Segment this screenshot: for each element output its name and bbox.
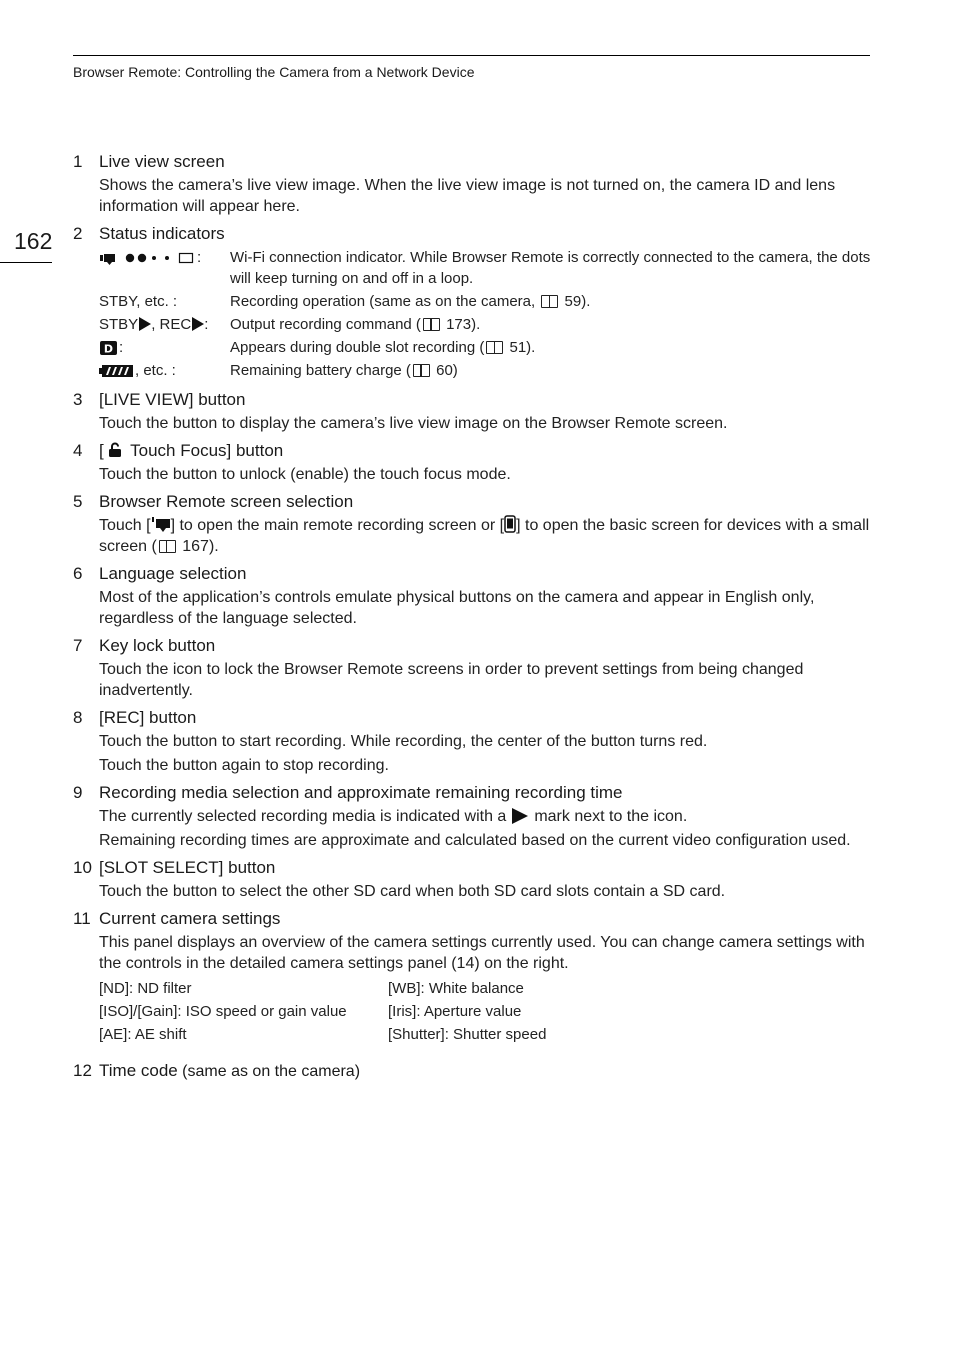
indicator-label: : <box>204 316 209 333</box>
settings-legend-entry: [AE]: AE shift <box>99 1026 187 1043</box>
item-description: Remaining recording times are approximate and calculated based on the current video configuration used. <box>99 832 851 849</box>
list-item <box>73 857 873 902</box>
unlock-icon <box>107 442 123 458</box>
header-rule <box>73 55 870 56</box>
item-description: Most of the application’s controls emulate physical buttons on the camera and appear in English only, regardless of the language selected. <box>99 589 815 627</box>
page-reference: 167). <box>177 538 219 555</box>
camera-screen-icon <box>151 516 171 532</box>
book-icon <box>423 318 440 331</box>
settings-legend-entry: [ND]: ND filter <box>99 980 192 997</box>
item-number: 8 <box>73 708 83 727</box>
list-item <box>73 440 873 485</box>
page-reference: 173). <box>441 316 481 333</box>
list-item <box>73 1060 873 1083</box>
item-number: 1 <box>73 152 83 171</box>
selected-media-mark-icon <box>512 808 528 824</box>
svg-text:D: D <box>103 342 114 356</box>
battery-icon <box>99 364 135 378</box>
item-description: Touch the button again to stop recording. <box>99 757 389 774</box>
item-number: 10 <box>73 858 92 877</box>
item-description: Shows the camera’s live view image. When the live view image is not turned on, the camera ID and lens information will appear here. <box>99 177 836 215</box>
item-number: 2 <box>73 224 83 243</box>
item-description: Touch the button to unlock (enable) the touch focus mode. <box>99 466 511 483</box>
list-item <box>73 389 873 434</box>
item-number: 5 <box>73 492 83 511</box>
indicator-label: , etc. : <box>135 362 176 379</box>
item-description: Touch the button to display the camera’s live view image on the Browser Remote screen. <box>99 415 728 432</box>
item-title: Live view screen <box>99 152 225 171</box>
item-title: [SLOT SELECT] button <box>99 858 276 877</box>
item-number: 3 <box>73 390 83 409</box>
output-arrow-icon <box>192 317 204 331</box>
page-reference: 51). <box>505 339 536 356</box>
item-description: ] to open the main remote recording screen or [ <box>170 517 505 534</box>
settings-legend-entry: [ISO]/[Gain]: ISO speed or gain value <box>99 1003 347 1020</box>
list-item <box>73 782 873 851</box>
item-title: [LIVE VIEW] button <box>99 390 246 409</box>
running-header: Browser Remote: Controlling the Camera from a Network Device <box>73 64 475 80</box>
list-item <box>73 151 873 217</box>
indicator-row <box>99 337 873 358</box>
indicator-description: Remaining battery charge ( <box>230 362 411 379</box>
book-icon <box>159 540 176 553</box>
item-list <box>73 151 873 1089</box>
indicator-description: Recording operation (same as on the camera, <box>230 293 540 310</box>
item-description: The currently selected recording media is indicated with a <box>99 808 507 825</box>
item-title: Status indicators <box>99 224 225 243</box>
list-item <box>73 908 873 1046</box>
item-number: 11 <box>73 909 91 928</box>
indicator-label: STBY, etc. : <box>99 293 178 310</box>
list-item <box>73 563 873 629</box>
indicator-label: STBY <box>99 316 139 333</box>
list-item <box>73 707 873 776</box>
output-arrow-icon <box>139 317 151 331</box>
page-number-rule <box>0 262 52 263</box>
item-title: Recording media selection and approximate remaining recording time <box>99 783 623 802</box>
item-title: Language selection <box>99 564 247 583</box>
indicator-row <box>99 247 873 289</box>
item-title: Touch Focus] button <box>125 441 284 460</box>
item-title: [ <box>99 441 104 460</box>
item-description: Touch the icon to lock the Browser Remote screens in order to prevent settings from being changed inadvertently. <box>99 661 804 699</box>
indicator-label: , REC <box>151 316 192 333</box>
book-icon <box>541 295 558 308</box>
book-icon <box>413 364 430 377</box>
indicator-row <box>99 360 873 381</box>
indicator-description: Appears during double slot recording ( <box>230 339 485 356</box>
indicator-table <box>99 247 873 381</box>
double-slot-icon <box>99 340 119 356</box>
item-note: (same as on the camera) <box>177 1063 361 1080</box>
item-description: Touch [ <box>99 517 151 534</box>
page-reference: 59). <box>560 293 591 310</box>
book-icon <box>486 341 503 354</box>
item-description: This panel displays an overview of the camera settings currently used. You can change camera settings with the controls in the detailed camera settings panel (14) on the right. <box>99 934 865 972</box>
item-description: Touch the button to start recording. While recording, the center of the button turns red. <box>99 733 708 750</box>
indicator-label: : <box>119 339 124 356</box>
settings-legend-entry: [Shutter]: Shutter speed <box>388 1026 547 1043</box>
item-title: Time code <box>99 1061 178 1080</box>
page-reference: 60) <box>431 362 458 379</box>
item-number: 7 <box>73 636 83 655</box>
wifi-connection-icon <box>99 251 197 265</box>
item-description: Touch the button to select the other SD card when both SD card slots contain a SD card. <box>99 883 726 900</box>
list-item <box>73 635 873 701</box>
page-number: 162 <box>14 228 53 254</box>
settings-legend-entry: [Iris]: Aperture value <box>388 1003 522 1020</box>
item-title: Key lock button <box>99 636 216 655</box>
list-item <box>73 491 873 557</box>
item-number: 9 <box>73 783 83 802</box>
indicator-label: : <box>197 249 202 266</box>
item-number: 4 <box>73 441 83 460</box>
indicator-description: Output recording command ( <box>230 316 421 333</box>
indicator-row <box>99 314 873 335</box>
list-item <box>73 223 873 381</box>
smartphone-icon <box>504 515 516 533</box>
item-number: 12 <box>73 1061 92 1080</box>
item-title: [REC] button <box>99 708 197 727</box>
indicator-description: Wi-Fi connection indicator. While Browser Remote is correctly connected to the camera, the dots will keep turning on and off in a loop. <box>230 249 871 287</box>
item-number: 6 <box>73 564 83 583</box>
indicator-row <box>99 291 873 312</box>
item-description: ] to open the basic screen for devices with a small screen ( <box>99 517 870 555</box>
settings-legend <box>99 977 873 1046</box>
item-description: mark next to the icon. <box>534 808 688 825</box>
item-title: Current camera settings <box>99 909 281 928</box>
item-title: Browser Remote screen selection <box>99 492 354 511</box>
settings-legend-entry: [WB]: White balance <box>388 980 524 997</box>
